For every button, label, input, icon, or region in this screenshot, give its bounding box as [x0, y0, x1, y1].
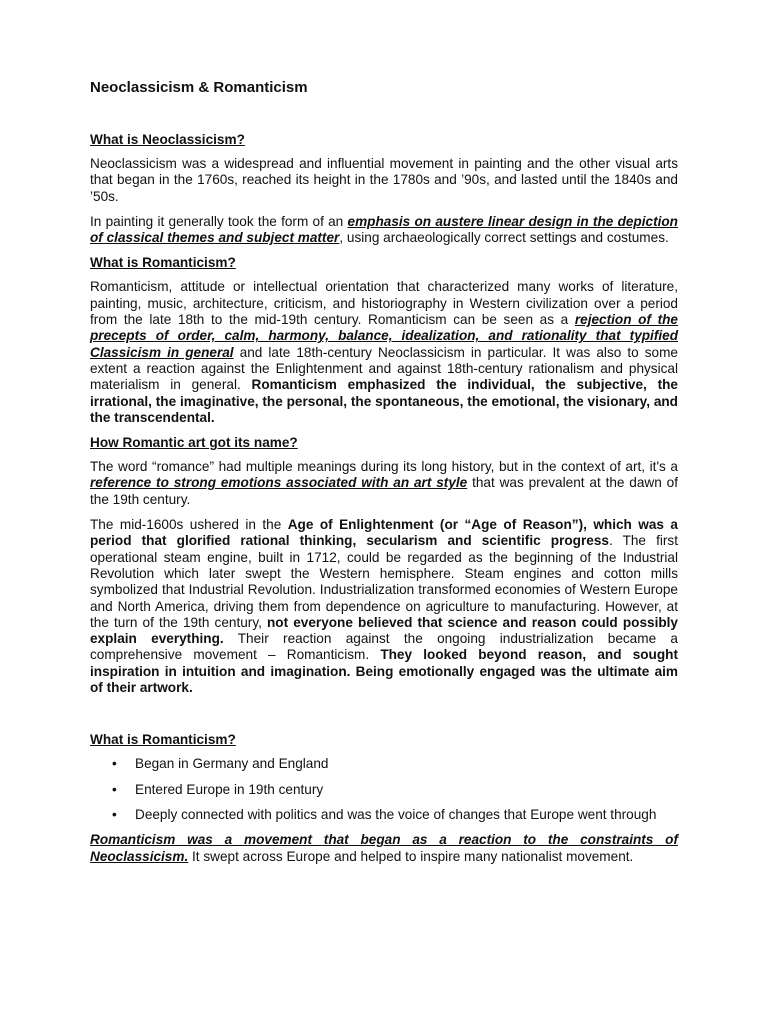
emphasis-austere-linear-design: emphasis on austere linear design in the depiction of classical themes and subject matter — [90, 213, 678, 246]
bullet-icon: • — [112, 806, 117, 822]
bullet-icon: • — [112, 781, 117, 797]
bullet-icon: • — [112, 756, 117, 772]
paragraph-romanticism-movement — [90, 832, 678, 865]
bold-romanticism-emphasized: Romanticism emphasized the individual, the subjective, the irrational, the imaginative, the personal, the spontaneous, the emotional, the visionary, and the transcendental. — [90, 377, 678, 425]
document-title: Neoclassicism & Romanticism — [90, 79, 308, 96]
paragraph-neoclassicism-painting — [90, 214, 678, 247]
heading-what-is-romanticism-2: What is Romanticism? — [90, 732, 236, 748]
text-run: Their reaction against the ongoing industrialization became a comprehensive movement – Romanticism. — [90, 631, 678, 663]
text-run: . The first operational steam engine, built in 1712, could be regarded as the beginning of the Industrial Revolution which later swept the Western hemisphere. Steam engines and cotton mills symbolized that Industrial Revolution. Industrialization transformed economies of Western Europe and North America, driving them from dependence on agriculture to manufacturing. However, at the turn of the 19th century, — [90, 533, 678, 630]
text-run: The mid-1600s ushered in the — [90, 517, 288, 533]
list-item-text: Entered Europe in 19th century — [135, 781, 324, 797]
bold-looked-beyond-reason: They looked beyond reason, and sought inspiration in intuition and imagination. Being emotionally engaged was the ultimate aim of their artwork. — [90, 647, 678, 696]
text-run: and late 18th-century Neoclassicism in particular. It was also to some extent a reaction against the Enlightenment and against 18th-century rationalism and physical materialism in general. — [90, 344, 678, 393]
heading-what-is-romanticism: What is Romanticism? — [90, 255, 236, 271]
text-run: The word “romance” had multiple meanings during its long history, but in the context of art, it's a — [90, 459, 678, 475]
paragraph-age-of-enlightenment — [90, 517, 678, 696]
emphasis-rejection-of-precepts: rejection of the precepts of order, calm, harmony, balance, idealization, and rationality that typified Classicism in general — [90, 312, 678, 360]
heading-how-romantic-art-got-name: How Romantic art got its name? — [90, 435, 298, 451]
romanticism-bullet-list — [90, 756, 678, 823]
paragraph-neoclassicism-intro: Neoclassicism was a widespread and influential movement in painting and the other visual arts that began in the 1760s, reached its height in the 1780s and ’90s, and lasted until the 1840s and ’50s. — [90, 156, 678, 204]
bold-age-of-enlightenment: Age of Enlightenment (or “Age of Reason”), which was a period that glorified rational thinking, secularism and scientific progress — [90, 517, 678, 549]
list-item — [90, 807, 678, 823]
emphasis-reaction-to-constraints: Romanticism was a movement that began as a reaction to the constraints of Neoclassicism. — [90, 832, 678, 864]
paragraph-romanticism-definition — [90, 279, 678, 426]
emphasis-strong-emotions: reference to strong emotions associated with an art style — [90, 475, 468, 491]
text-run: In painting it generally took the form of an — [90, 213, 348, 229]
heading-what-is-neoclassicism: What is Neoclassicism? — [90, 132, 245, 147]
text-run: It swept across Europe and helped to inspire many nationalist movement. — [188, 848, 634, 864]
text-run: , using archaeologically correct settings and costumes. — [339, 230, 669, 246]
list-item — [90, 782, 678, 798]
text-run: Romanticism, attitude or intellectual orientation that characterized many works of literature, painting, music, architecture, criticism, and historiography in Western civilization over a period from the late 18th to the mid-19th century. Romanticism can be seen as a — [90, 279, 678, 328]
list-item-text: Deeply connected with politics and was the voice of changes that Europe went through — [135, 806, 657, 822]
list-item-text: Began in Germany and England — [135, 756, 329, 772]
list-item — [90, 756, 678, 772]
bold-not-everyone-believed: not everyone believed that science and reason could possibly explain everything. — [90, 614, 678, 647]
paragraph-word-romance — [90, 459, 678, 508]
text-run: that was prevalent at the dawn of the 19th century. — [90, 475, 678, 507]
